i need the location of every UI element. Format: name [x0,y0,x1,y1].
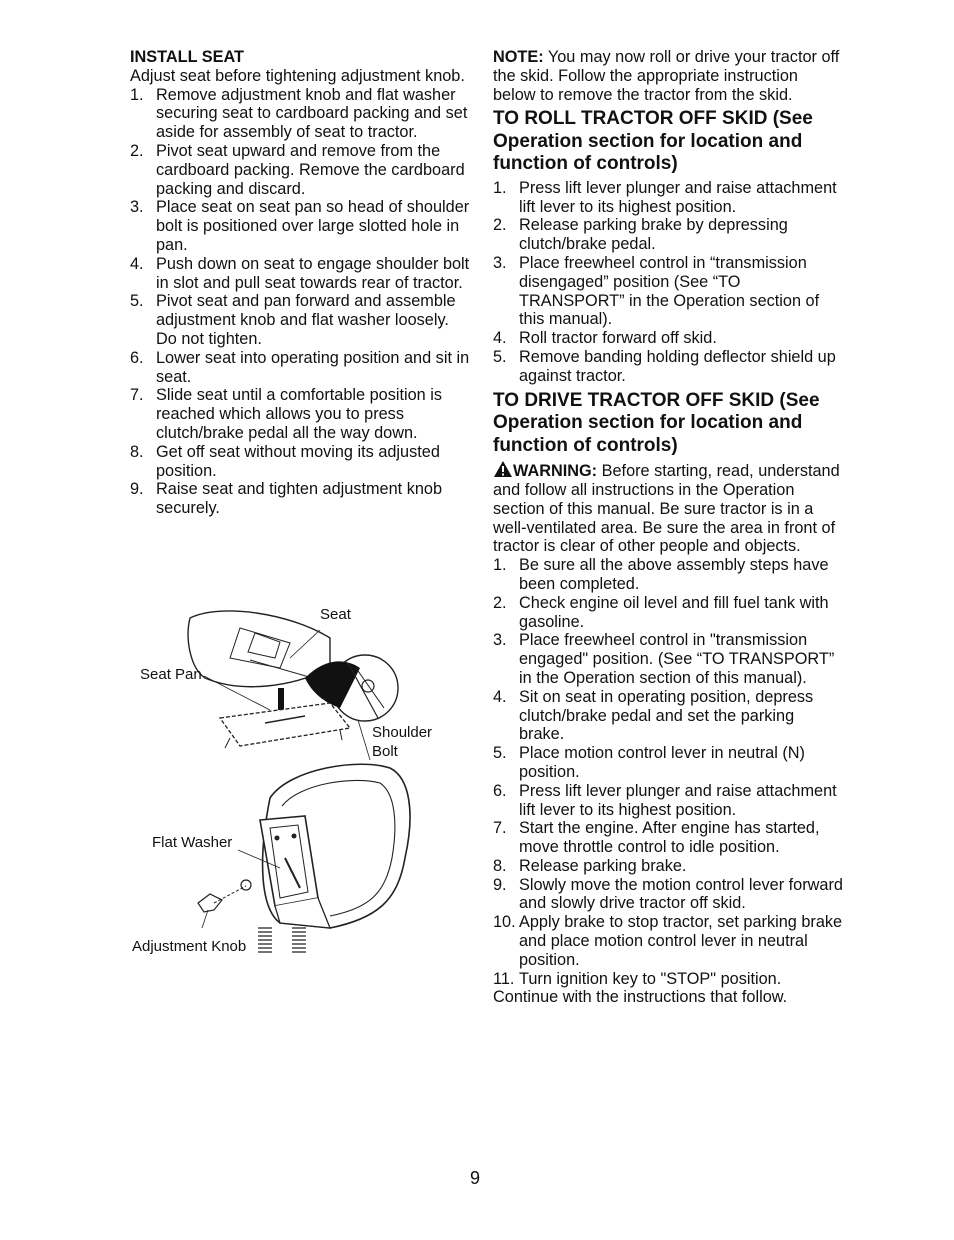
seat-pan-label: Seat Pan [140,666,202,683]
step-number: 2. [493,593,507,612]
step-text: Place freewheel control in “transmission disengaged” position (See “TO TRANSPORT” in the Operation section of this manual). [519,254,820,329]
page-number: 9 [470,1168,481,1188]
step-number: 3. [493,631,507,650]
step-number: 6. [493,781,507,800]
step-number: 9. [493,875,507,894]
step-number: 10. [493,913,516,932]
left-column [130,48,470,518]
list-item [493,594,843,632]
step-number: 4. [493,687,507,706]
list-item [493,857,843,876]
step-number: 7. [493,819,507,838]
list-item [130,349,470,387]
step-number: 5. [130,292,144,311]
step-text: Place freewheel control in "transmission engaged" position. (See “TO TRANSPORT” in the Operation section of this manual). [519,631,835,687]
step-number: 2. [493,216,507,235]
list-item [493,819,843,857]
list-item [130,255,470,293]
seat-label: Seat [320,606,351,623]
step-number: 2. [130,141,144,160]
step-number: 4. [130,254,144,273]
list-item [493,348,843,386]
note-text: You may now roll or drive your tractor off the skid. Follow the appropriate instruction below to remove the tractor from the skid. [493,48,840,104]
step-number: 5. [493,348,507,367]
step-text: Roll tractor forward off skid. [519,329,717,348]
list-item [130,480,470,518]
step-text: Raise seat and tighten adjustment knob securely. [156,480,443,518]
step-text: Place seat on seat pan so head of shoulder bolt is positioned over large slotted hole in pan. [156,198,470,254]
list-item [493,913,843,969]
list-item [130,86,470,142]
step-text: Lower seat into operating position and sit in seat. [156,348,470,386]
warning-paragraph [493,460,843,556]
step-text: Sit on seat in operating position, depress clutch/brake pedal and set the parking brake. [519,687,814,744]
install-seat-steps [130,86,470,518]
list-item [493,556,843,594]
step-text: Press lift lever plunger and raise attachment lift lever to its highest position. [519,178,837,216]
step-number: 3. [130,198,144,217]
seat-assembly-illustration [130,598,460,978]
step-text: Check engine oil level and fill fuel tank with gasoline. [519,593,829,631]
seat-assembly-figure [130,598,460,978]
step-text: Apply brake to stop tractor, set parking brake and place motion control lever in neutral position. [519,913,843,969]
step-text: Pivot seat and pan forward and assemble adjustment knob and flat washer loosely. Do not tighten. [156,292,456,348]
step-number: 8. [130,442,144,461]
step-number: 4. [493,329,507,348]
list-item [493,970,843,989]
step-number: 7. [130,386,144,405]
step-number: 1. [130,85,144,104]
step-number: 1. [493,178,507,197]
list-item [493,876,843,914]
step-text: Remove adjustment knob and flat washer securing seat to cardboard packing and set aside for assembly of seat to tractor. [156,85,468,142]
step-number: 3. [493,254,507,273]
step-text: Push down on seat to engage shoulder bolt in slot and pull seat towards rear of tractor. [156,254,470,292]
list-item [493,744,843,782]
list-item [130,386,470,442]
install-seat-heading: INSTALL SEAT [130,48,244,66]
warning-label: WARNING: [513,462,598,481]
roll-tractor-heading: TO ROLL TRACTOR OFF SKID (See Operation section for location and function of controls) [493,108,813,175]
list-item [493,782,843,820]
step-number: 5. [493,744,507,763]
step-text: Start the engine. After engine has started, move throttle control to idle position. [519,819,820,857]
note-label: NOTE: [493,48,544,66]
note-paragraph [493,48,843,104]
adjustment-knob-label: Adjustment Knob [132,938,247,955]
right-column [493,48,843,1007]
step-text: Slowly move the motion control lever forward and slowly drive tractor off skid. [519,875,843,913]
list-item [493,329,843,348]
install-seat-intro: Adjust seat before tightening adjustment knob. [130,66,465,85]
step-text: Release parking brake. [519,856,687,875]
list-item [493,216,843,254]
step-text: Slide seat until a comfortable position is reached which allows you to press clutch/brake pedal all the way down. [156,386,442,442]
drive-tractor-steps [493,556,843,988]
step-text: Press lift lever plunger and raise attachment lift lever to its highest position. [519,781,837,819]
list-item [130,142,470,198]
list-item [130,443,470,481]
warning-text: Before starting, read, understand and follow all instructions in the Operation section of this manual. Be sure tractor is in a well-ventilated area. Be sure the area in front of tractor is clear of other people and objects. [493,462,840,556]
shoulder-bolt-label-2: Bolt [372,743,398,760]
list-item [130,292,470,348]
list-item [493,254,843,329]
list-item [130,198,470,254]
step-number: 6. [130,348,144,367]
step-number: 1. [493,556,507,575]
step-text: Be sure all the above assembly steps have been completed. [519,556,829,593]
list-item [493,631,843,687]
step-text: Place motion control lever in neutral (N) position. [519,744,805,781]
roll-tractor-steps [493,179,843,386]
shoulder-bolt-label: Shoulder [372,724,433,741]
closing-text: Continue with the instructions that follow. [493,988,788,1007]
warning-triangle-icon [493,460,513,478]
step-number: 11. [493,969,515,988]
step-text: Release parking brake by depressing clutch/brake pedal. [519,216,788,254]
list-item [493,688,843,744]
step-number: 8. [493,856,507,875]
step-number: 9. [130,480,144,499]
drive-tractor-heading: TO DRIVE TRACTOR OFF SKID (See Operation section for location and function of controls) [493,389,820,456]
step-text: Get off seat without moving its adjusted position. [156,442,440,480]
flat-washer-label: Flat Washer [152,834,233,851]
step-text: Remove banding holding deflector shield up against tractor. [519,348,836,385]
step-text: Pivot seat upward and remove from the cardboard packing. Remove the cardboard packing and discard. [156,141,465,198]
list-item [493,179,843,217]
step-text: Turn ignition key to "STOP" position. [519,969,782,988]
